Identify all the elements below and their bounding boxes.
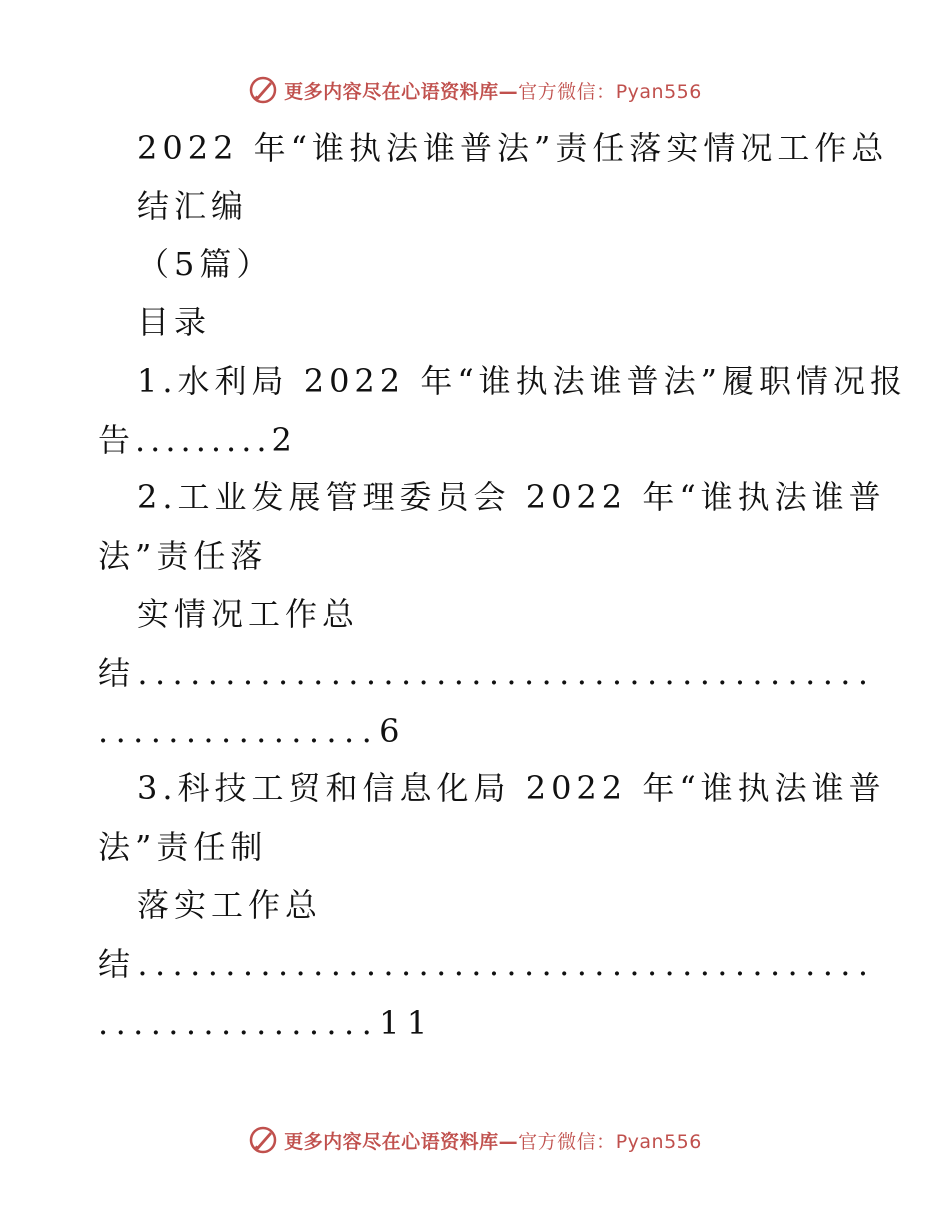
banner-wechat-id: Pyan556 [615,80,702,103]
doc-title-line-1: 2022 年“谁执法谁普法”责任落实情况工作总 [137,129,889,167]
header-banner [0,70,950,110]
toc-entry-2-line-5: ................6 [98,712,407,750]
feather-pen-logo-icon [248,75,278,105]
banner-text [284,1127,702,1154]
toc-entry-2-line-3: 实情况工作总 [137,595,360,633]
toc-entry-3-line-4: 结.......................................... [98,945,876,983]
toc-entry-3-line-3: 落实工作总 [137,886,323,924]
toc-entry-3-line-5: ................11 [98,1004,435,1042]
banner-official-label: 官方微信： [518,1130,616,1153]
banner-site-name: 更多内容尽在心语资料库 [284,80,499,103]
toc-entry-3-line-1: 3.科技工贸和信息化局 2022 年“谁执法谁普 [137,769,886,807]
toc-heading: 目录 [137,303,212,341]
toc-entry-1-line-1: 1.水利局 2022 年“谁执法谁普法”履职情况报 [137,362,908,400]
toc-entry-3-line-2: 法”责任制 [98,828,268,866]
toc-entry-2-line-1: 2.工业发展管理委员会 2022 年“谁执法谁普 [137,478,886,516]
toc-entry-2-line-4: 结.......................................... [98,654,876,692]
toc-entry-1-line-2: 告.........2 [98,421,297,459]
toc-entry-2-line-2: 法”责任落 [98,537,268,575]
banner-wechat-id: Pyan556 [615,1130,702,1153]
banner-dash: — [498,80,519,103]
footer-banner [0,1120,950,1160]
banner-site-name: 更多内容尽在心语资料库 [284,1130,499,1153]
banner-text [284,77,702,104]
doc-title-line-2: 结汇编 [137,187,249,225]
doc-article-count: （5篇） [137,245,274,283]
banner-official-label: 官方微信： [518,80,616,103]
banner-dash: — [498,1130,519,1153]
feather-pen-logo-icon [248,1125,278,1155]
